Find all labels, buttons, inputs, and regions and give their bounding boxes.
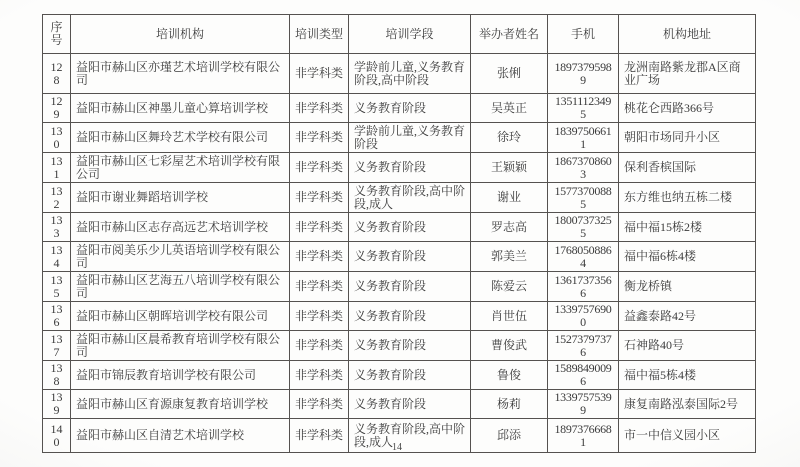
cell-address: 市一中信义园小区 — [619, 419, 756, 453]
cell-serial-number: 140 — [43, 419, 71, 453]
cell-serial-number: 130 — [43, 123, 71, 153]
cell-address: 保利香槟国际 — [619, 153, 756, 183]
cell-organizer-name: 谢业 — [471, 183, 548, 213]
cell-serial-number: 132 — [43, 183, 71, 213]
cell-training-stage: 义务教育阶段 — [349, 213, 471, 242]
cell-institution: 益阳市赫山区志存高远艺术培训学校 — [71, 213, 290, 242]
table-row — [43, 213, 756, 242]
cell-serial-number: 131 — [43, 153, 71, 183]
cell-institution: 益阳市赫山区七彩屋艺术培训学校有限公司 — [71, 153, 290, 183]
cell-phone: 15773700885 — [548, 183, 619, 213]
cell-address: 益鑫泰路42号 — [619, 302, 756, 331]
cell-phone: 13511123495 — [548, 94, 619, 123]
cell-institution: 益阳市赫山区舞玲艺术学校有限公司 — [71, 123, 290, 153]
header-serial-number: 序号 — [43, 15, 71, 54]
table-row — [43, 272, 756, 302]
cell-serial-number: 136 — [43, 302, 71, 331]
table-row — [43, 94, 756, 123]
cell-address: 福中福5栋4楼 — [619, 361, 756, 390]
cell-serial-number: 135 — [43, 272, 71, 302]
header-training-type: 培训类型 — [290, 15, 349, 54]
cell-address: 康复南路泓泰国际2号 — [619, 390, 756, 419]
cell-organizer-name: 邱添 — [471, 419, 548, 453]
header-address: 机构地址 — [619, 15, 756, 54]
cell-serial-number: 133 — [43, 213, 71, 242]
cell-training-type: 非学科类 — [290, 272, 349, 302]
cell-organizer-name: 罗志高 — [471, 213, 548, 242]
cell-training-type: 非学科类 — [290, 94, 349, 123]
cell-training-type: 非学科类 — [290, 153, 349, 183]
cell-institution: 益阳市锦辰教育培训学校有限公司 — [71, 361, 290, 390]
table-row — [43, 153, 756, 183]
cell-address: 龙洲南路紫龙郡A区商业广场 — [619, 54, 756, 94]
cell-phone: 15898490096 — [548, 361, 619, 390]
cell-phone: 13397575399 — [548, 390, 619, 419]
cell-training-type: 非学科类 — [290, 361, 349, 390]
cell-organizer-name: 张俐 — [471, 54, 548, 94]
cell-address: 东方维也纳五栋二楼 — [619, 183, 756, 213]
cell-institution: 益阳市赫山区晨希教育培训学校有限公司 — [71, 331, 290, 361]
cell-serial-number: 128 — [43, 54, 71, 94]
cell-institution: 益阳市阅美乐少儿英语培训学校有限公司 — [71, 242, 290, 272]
cell-serial-number: 138 — [43, 361, 71, 390]
cell-training-stage: 义务教育阶段 — [349, 302, 471, 331]
cell-training-type: 非学科类 — [290, 302, 349, 331]
cell-training-stage: 义务教育阶段 — [349, 272, 471, 302]
table-row — [43, 183, 756, 213]
cell-address: 石神路40号 — [619, 331, 756, 361]
table-row — [43, 361, 756, 390]
cell-organizer-name: 王颖颖 — [471, 153, 548, 183]
cell-phone: 15273797376 — [548, 331, 619, 361]
cell-phone: 18007373255 — [548, 213, 619, 242]
cell-institution: 益阳市赫山区育源康复教育培训学校 — [71, 390, 290, 419]
cell-training-stage: 义务教育阶段 — [349, 331, 471, 361]
cell-training-stage: 义务教育阶段 — [349, 361, 471, 390]
cell-organizer-name: 曹俊武 — [471, 331, 548, 361]
table-row — [43, 123, 756, 153]
cell-institution: 益阳市赫山区自清艺术培训学校 — [71, 419, 290, 453]
header-institution: 培训机构 — [71, 15, 290, 54]
cell-training-type: 非学科类 — [290, 390, 349, 419]
cell-institution: 益阳市赫山区亦瑾艺术培训学校有限公司 — [71, 54, 290, 94]
cell-address: 朝阳市场同升小区 — [619, 123, 756, 153]
table-row — [43, 390, 756, 419]
table-row — [43, 331, 756, 361]
cell-training-stage: 义务教育阶段 — [349, 153, 471, 183]
cell-organizer-name: 徐玲 — [471, 123, 548, 153]
cell-institution: 益阳市赫山区朝晖培训学校有限公司 — [71, 302, 290, 331]
cell-organizer-name: 鲁俊 — [471, 361, 548, 390]
cell-address: 桃花仑西路366号 — [619, 94, 756, 123]
cell-organizer-name: 郭美兰 — [471, 242, 548, 272]
table-header-row — [43, 15, 756, 54]
cell-institution: 益阳市赫山区艺海五八培训学校有限公司 — [71, 272, 290, 302]
cell-training-type: 非学科类 — [290, 242, 349, 272]
cell-serial-number: 129 — [43, 94, 71, 123]
cell-institution: 益阳市谢业舞蹈培训学校 — [71, 183, 290, 213]
cell-institution: 益阳市赫山区神墨儿童心算培训学校 — [71, 94, 290, 123]
table-row — [43, 302, 756, 331]
cell-address: 衡龙桥镇 — [619, 272, 756, 302]
header-training-stage: 培训学段 — [349, 15, 471, 54]
cell-training-type: 非学科类 — [290, 183, 349, 213]
cell-phone: 13617373566 — [548, 272, 619, 302]
cell-training-type: 非学科类 — [290, 419, 349, 453]
cell-serial-number: 139 — [43, 390, 71, 419]
cell-phone: 17680508864 — [548, 242, 619, 272]
cell-training-stage: 义务教育阶段 — [349, 242, 471, 272]
header-phone: 手机 — [548, 15, 619, 54]
cell-training-stage: 义务教育阶段,高中阶段,成人 — [349, 419, 471, 453]
cell-serial-number: 137 — [43, 331, 71, 361]
cell-training-type: 非学科类 — [290, 123, 349, 153]
cell-training-stage: 义务教育阶段 — [349, 94, 471, 123]
cell-phone: 18973766681 — [548, 419, 619, 453]
cell-training-type: 非学科类 — [290, 54, 349, 94]
cell-training-stage: 义务教育阶段,高中阶段,成人 — [349, 183, 471, 213]
table-row — [43, 242, 756, 272]
cell-training-stage: 学龄前儿童,义务教育阶段 — [349, 123, 471, 153]
cell-training-stage: 学龄前儿童,义务教育阶段,高中阶段 — [349, 54, 471, 94]
cell-training-type: 非学科类 — [290, 213, 349, 242]
cell-phone: 18973795989 — [548, 54, 619, 94]
page-number: 14 — [392, 442, 402, 453]
cell-training-type: 非学科类 — [290, 331, 349, 361]
cell-organizer-name: 肖世伍 — [471, 302, 548, 331]
cell-address: 福中福6栋4楼 — [619, 242, 756, 272]
cell-serial-number: 134 — [43, 242, 71, 272]
cell-training-stage: 义务教育阶段 — [349, 390, 471, 419]
table-row — [43, 54, 756, 94]
cell-phone: 13397576900 — [548, 302, 619, 331]
cell-organizer-name: 陈爱云 — [471, 272, 548, 302]
cell-phone: 18673708603 — [548, 153, 619, 183]
cell-address: 福中福15栋2楼 — [619, 213, 756, 242]
training-institutions-table — [42, 14, 756, 453]
cell-phone: 18397506611 — [548, 123, 619, 153]
header-organizer-name: 举办者姓名 — [471, 15, 548, 54]
cell-organizer-name: 杨莉 — [471, 390, 548, 419]
cell-organizer-name: 吴英正 — [471, 94, 548, 123]
